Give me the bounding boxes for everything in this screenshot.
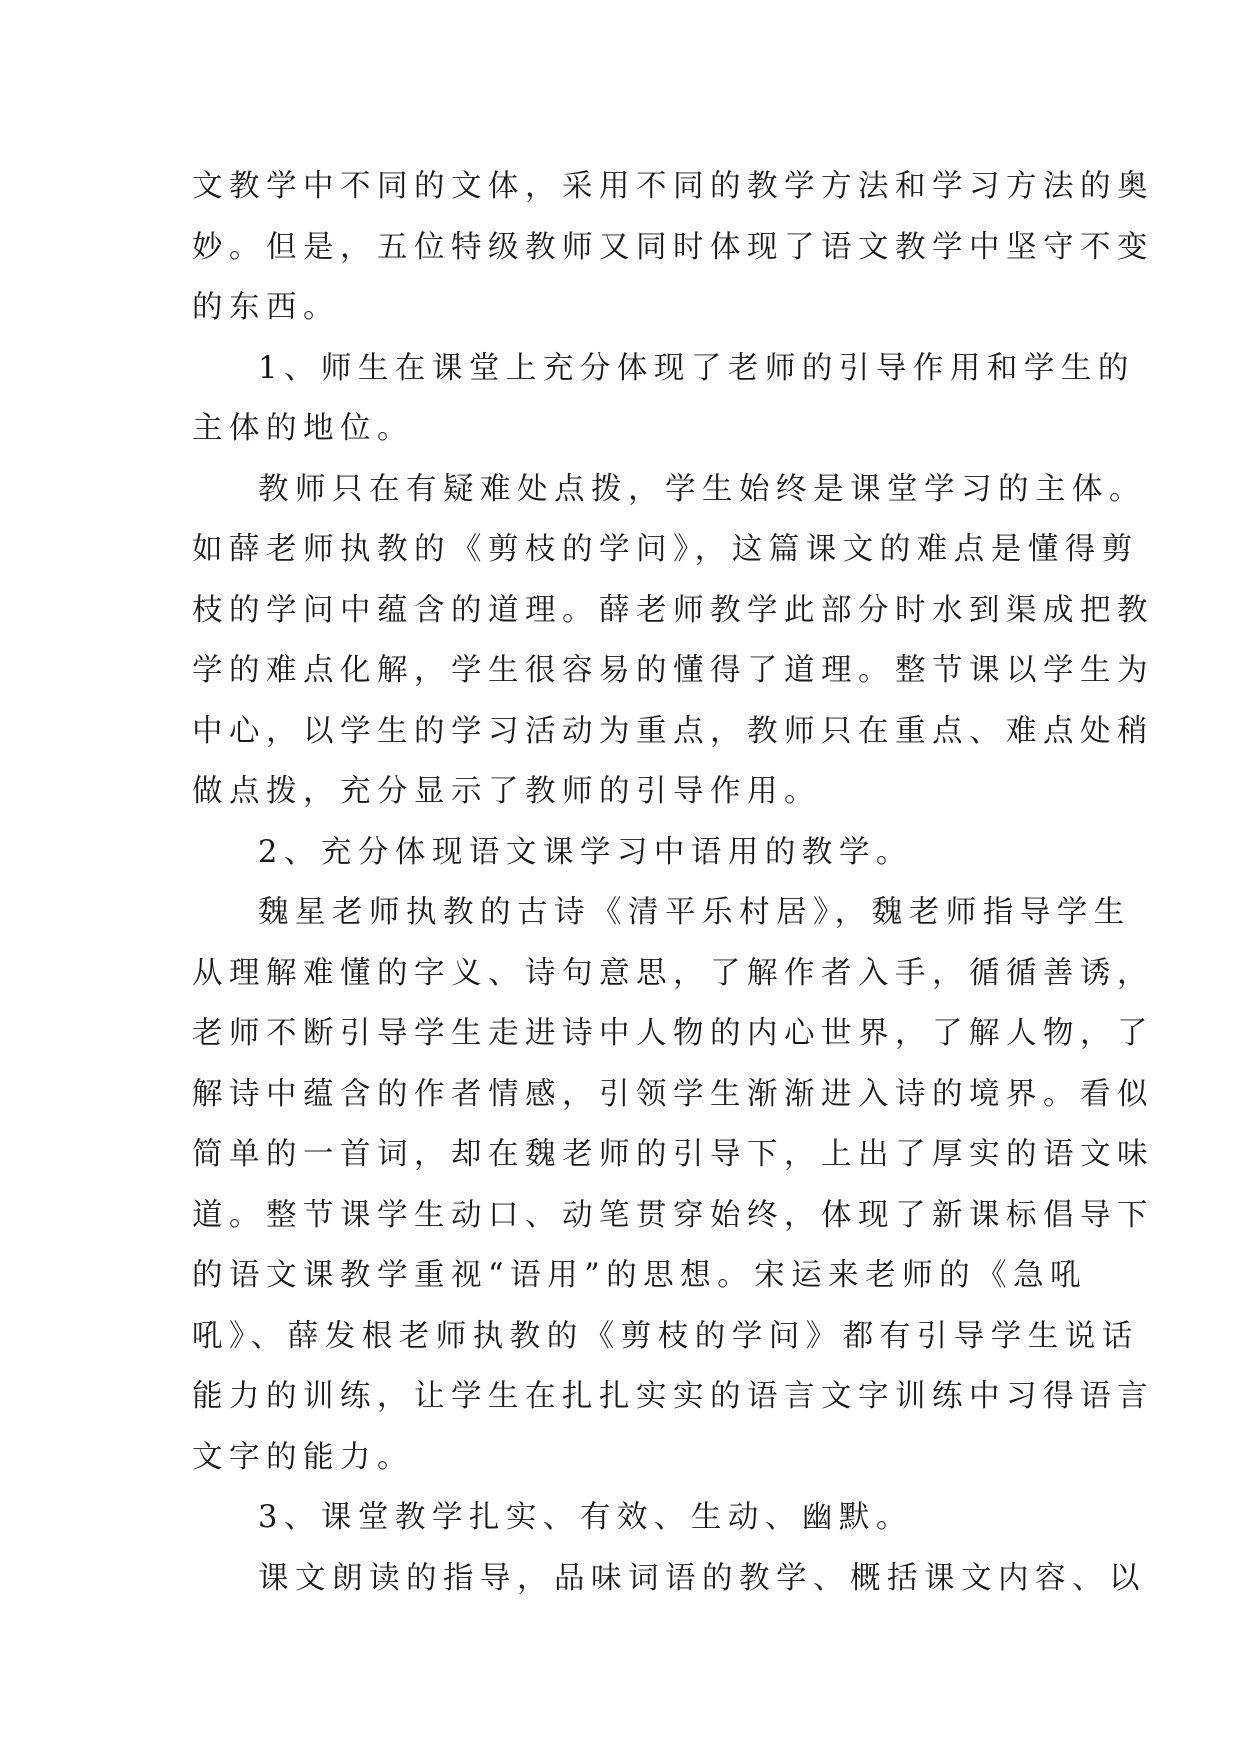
text-line: 3、课堂教学扎实、有效、生动、幽默。 [258,1500,913,1535]
text-line: 课文朗读的指导，品味词语的教学、概括课文内容、以 [258,1560,1146,1596]
text-line: 老师不断引导学生走进诗中人物的内心世界，了解人物，了 [192,1016,1154,1051]
text-line: 学的难点化解，学生很容易的懂得了道理。整节课以学生为 [192,653,1154,688]
text-line: 妙。但是，五位特级教师又同时体现了语文教学中坚守不变 [192,229,1154,265]
text-line: 的东西。 [192,290,340,325]
text-line: 解诗中蕴含的作者情感，引领学生渐渐进入诗的境界。看似 [192,1076,1154,1112]
text-line: 主体的地位。 [192,411,414,446]
text-line: 做点拨，充分显示了教师的引导作用。 [192,774,821,809]
text-line: 能力的训练，让学生在扎扎实实的语言文字训练中习得语言 [192,1379,1154,1414]
text-line: 简单的一首词，却在魏老师的引导下，上出了厚实的语文味 [192,1137,1154,1172]
text-line: 吼》、薛发根老师执教的《剪枝的学问》都有引导学生说话 [192,1318,1139,1354]
text-line: 从理解难懂的字义、诗句意思，了解作者入手，循循善诱， [192,955,1154,991]
text-line: 教师只在有疑难处点拨，学生始终是课堂学习的主体。 [258,471,1146,507]
text-line: 枝的学问中蕴含的道理。薛老师教学此部分时水到渠成把教 [192,592,1154,628]
body-text [192,157,1154,1609]
text-line: 文教学中不同的文体，采用不同的教学方法和学习方法的奥 [192,169,1154,204]
text-line: 如薛老师执教的《剪枝的学问》，这篇课文的难点是懂得剪 [192,532,1139,567]
text-line: 道。整节课学生动口、动笔贯穿始终，体现了新课标倡导下 [192,1197,1154,1233]
text-line: 魏星老师执教的古诗《清平乐村居》，魏老师指导学生 [258,895,1131,930]
text-line: 文字的能力。 [192,1439,414,1475]
text-line: 中心，以学生的学习活动为重点，教师只在重点、难点处稍 [192,713,1154,749]
text-line: 1、师生在课堂上充分体现了老师的引导作用和学生的 [258,350,1135,386]
text-line: 的语文课教学重视“语用”的思想。宋运来老师的《急吼 [192,1258,1088,1293]
text-line: 2、充分体现语文课学习中语用的教学。 [258,834,913,870]
